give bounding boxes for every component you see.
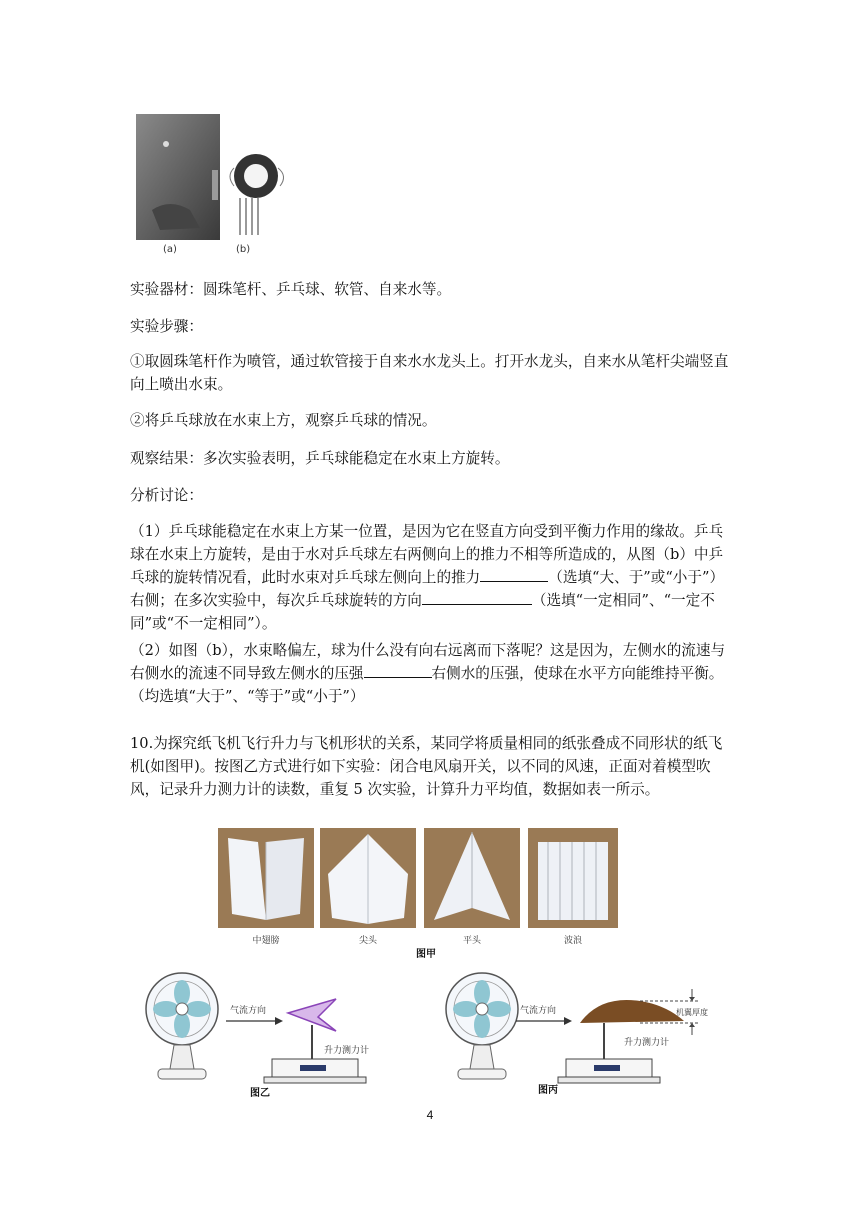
- figure-yi: [140, 965, 400, 1100]
- plane-label-4: 波浪: [563, 936, 583, 946]
- equipment-text: 实验器材：圆珠笔杆、乒乓球、软管、自来水等。: [130, 281, 452, 298]
- question-1-part-2: （选填“大、于”或“小于”）右侧；在多次实验中，每次乒乓球旋转的方向: [130, 569, 725, 609]
- plane-label-1: 中翅膀: [252, 936, 280, 946]
- discussion-title: 分析讨论：: [130, 487, 203, 504]
- step-1: ①取圆珠笔杆作为喷管，通过软管接于自来水水龙头上。打开水龙头，自来水从笔杆尖端竖直向上喷出水束。: [130, 353, 729, 393]
- question-2: [130, 639, 730, 708]
- figure-a-label: (a): [163, 244, 177, 255]
- question-1: [130, 520, 730, 635]
- plane-label-2: 尖头: [358, 936, 378, 946]
- answer-blank-3[interactable]: [364, 662, 432, 678]
- figure-ab: [130, 110, 300, 260]
- question-1-part-3: （选填“一定相同”、“一定不同”或“不一定相同”）。: [130, 592, 715, 632]
- figure-b-label: (b): [236, 244, 251, 255]
- answer-blank-1[interactable]: [480, 566, 548, 582]
- thickness-label: 机翼厚度: [676, 1008, 708, 1017]
- plane-label-3: 平头: [462, 936, 482, 946]
- figure-jia-title: 图甲: [416, 949, 436, 960]
- figure-bing: [440, 965, 720, 1100]
- figure-bing-title: 图丙: [538, 1085, 558, 1096]
- figure-jia: [218, 828, 618, 960]
- question-1-part-1: （1）乒乓球能稳定在水束上方某一位置，是因为它在竖直方向受到平衡力作用的缘故。乒乓球在水束上方旋转，是由于水对乒乓球左右两侧向上的推力不相等所造成的，从图（b）中乒乓球的旋转情况看，此时水束对乒乓球左侧向上的推力: [130, 523, 724, 586]
- airflow-label-yi: 气流方向: [230, 1006, 267, 1016]
- meter-label-yi: 升力测力计: [324, 1046, 370, 1056]
- page-number: 4: [426, 1108, 434, 1122]
- question-10: 10.为探究纸飞机飞行升力与飞机形状的关系，某同学将质量相同的纸张叠成不同形状的纸飞机(如图甲)。按图乙方式进行如下实验：闭合电风扇开关，以不同的风速，正面对着模型吹风，记录升力测力计的读数，重复 5 次实验，计算升力平均值，数据如表一所示。: [130, 735, 723, 798]
- meter-label-bing: 升力测力计: [624, 1038, 670, 1048]
- result-text: 观察结果：多次实验表明，乒乓球能稳定在水束上方旋转。: [130, 450, 510, 467]
- airflow-label-bing: 气流方向: [520, 1006, 557, 1016]
- step-2: ②将乒乓球放在水束上方，观察乒乓球的情况。: [130, 412, 437, 429]
- answer-blank-2[interactable]: [422, 589, 532, 605]
- question-2-part-2: 右侧水的压强，使球在水平方向能维持平衡。（均选填“大于”、“等于”或“小于”）: [130, 665, 724, 705]
- question-2-part-1: （2）如图（b），水束略偏左，球为什么没有向右远离而下落呢？这是因为，左侧水的流速与右侧水的流速不同导致左侧水的压强: [130, 642, 726, 682]
- figure-yi-title: 图乙: [250, 1088, 270, 1099]
- steps-title: 实验步骤：: [130, 318, 203, 335]
